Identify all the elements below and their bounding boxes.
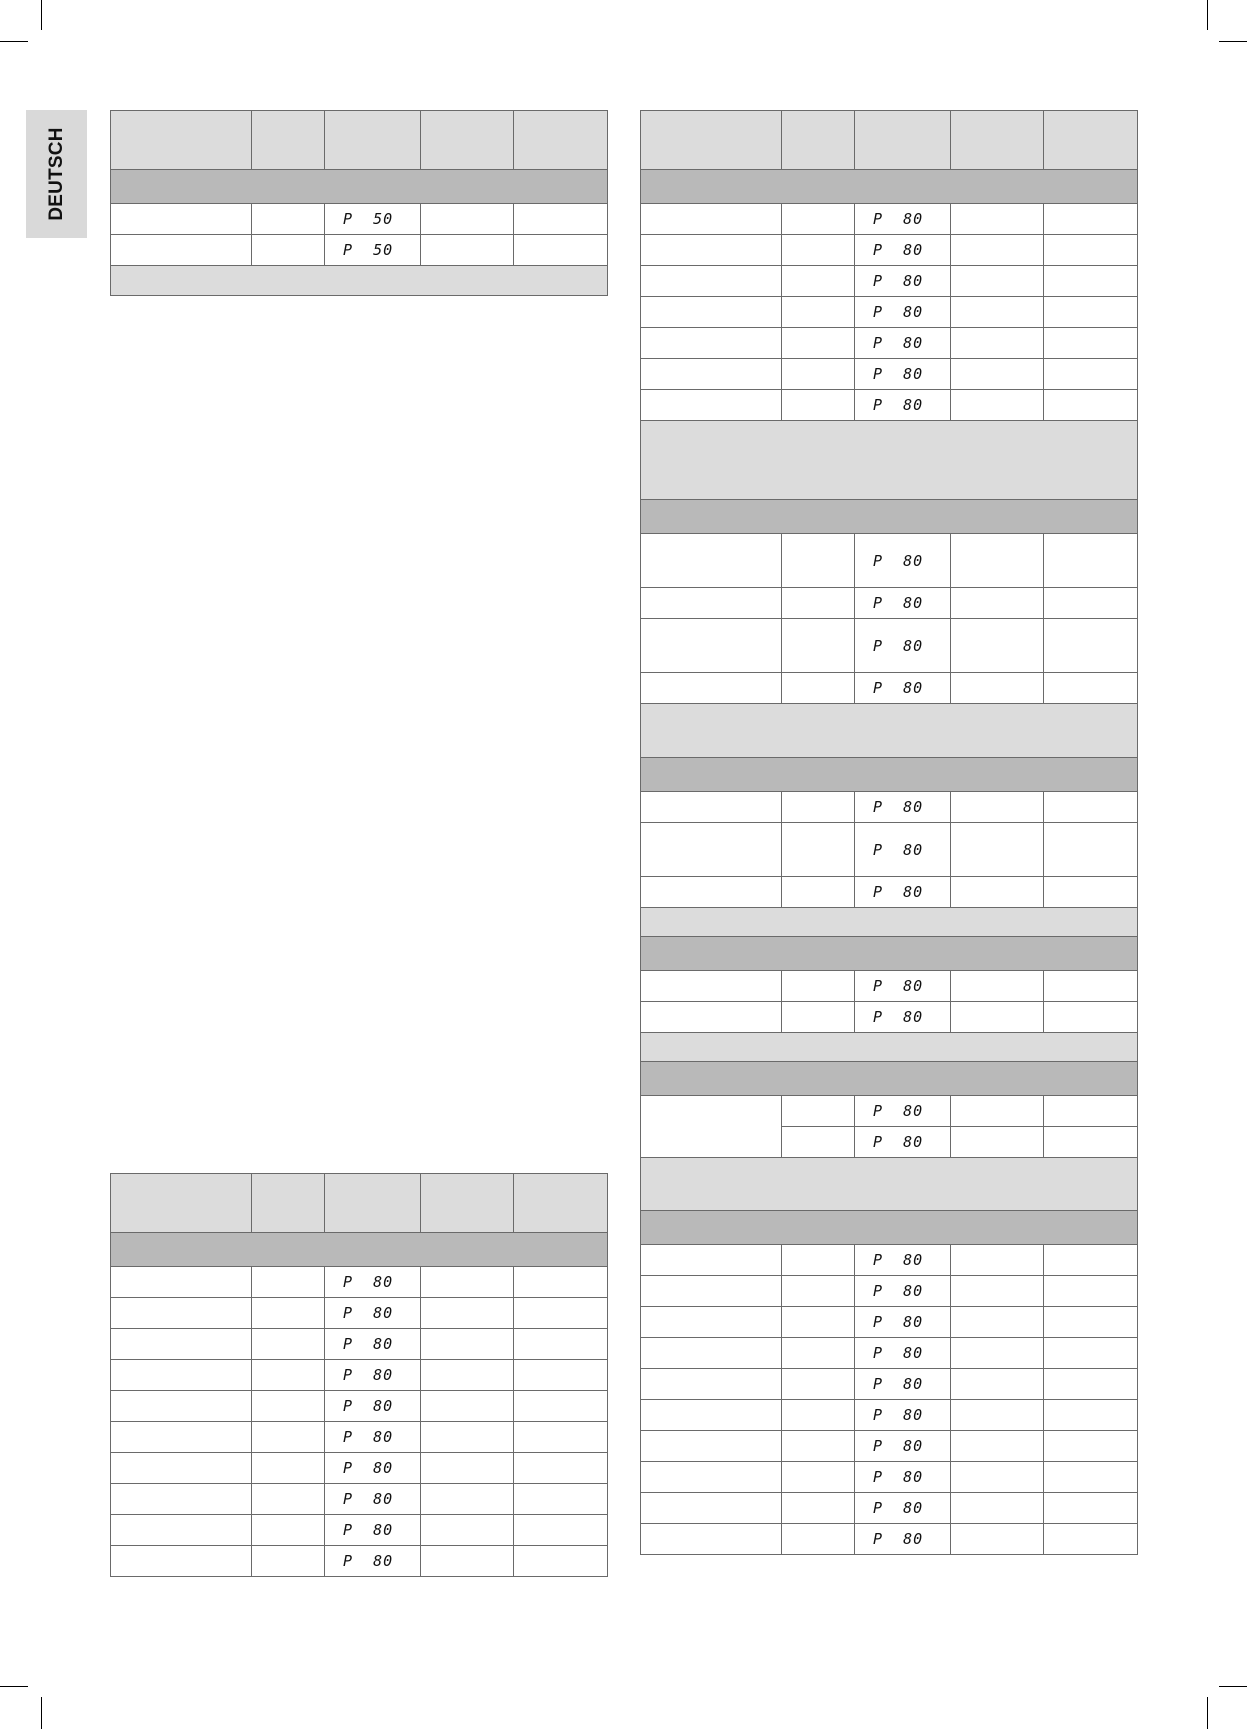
header-cell	[514, 1174, 608, 1233]
table-cell	[951, 792, 1044, 823]
table-cell	[252, 1546, 325, 1577]
table-cell	[641, 971, 782, 1002]
table-cell	[641, 823, 782, 877]
power-display: P 80	[325, 1329, 421, 1360]
table-cell	[1044, 588, 1138, 619]
crop-mark	[0, 1686, 28, 1687]
section-cell	[641, 937, 1138, 971]
table-row	[111, 1360, 608, 1391]
table-cell	[641, 1400, 782, 1431]
table-row	[641, 204, 1138, 235]
table-cell	[1044, 673, 1138, 704]
power-display: P 80	[855, 534, 951, 588]
power-display: P 80	[855, 204, 951, 235]
header-cell	[252, 111, 325, 170]
power-display: P 80	[855, 235, 951, 266]
crop-mark	[1219, 41, 1247, 42]
table-cell	[252, 1298, 325, 1329]
table-cell	[1044, 1493, 1138, 1524]
power-display: P 80	[855, 328, 951, 359]
table-row	[641, 235, 1138, 266]
settings-table-2	[110, 1173, 608, 1577]
table-row	[641, 1002, 1138, 1033]
header-cell	[855, 111, 951, 170]
table-cell	[111, 235, 252, 266]
table-row	[641, 1400, 1138, 1431]
note-row	[111, 266, 608, 296]
power-display: P 80	[325, 1484, 421, 1515]
note-cell	[641, 1158, 1138, 1211]
table-cell	[514, 1360, 608, 1391]
table-cell	[111, 1515, 252, 1546]
table-cell	[252, 1329, 325, 1360]
table-row	[111, 1453, 608, 1484]
power-display: P 80	[855, 1462, 951, 1493]
table-cell	[514, 1298, 608, 1329]
table-cell	[782, 235, 855, 266]
table-header-row	[641, 111, 1138, 170]
table-cell	[641, 1493, 782, 1524]
table-cell	[951, 1462, 1044, 1493]
table-cell	[252, 1453, 325, 1484]
section-cell	[641, 170, 1138, 204]
table-cell	[782, 971, 855, 1002]
note-cell	[641, 421, 1138, 500]
table-cell	[514, 1453, 608, 1484]
table-cell	[1044, 1369, 1138, 1400]
table-row	[641, 1338, 1138, 1369]
table-cell	[514, 204, 608, 235]
table-cell	[421, 1515, 514, 1546]
note-cell	[641, 908, 1138, 937]
table-row	[111, 1267, 608, 1298]
power-display: P 80	[325, 1391, 421, 1422]
power-display: P 80	[855, 1338, 951, 1369]
table-row	[111, 1546, 608, 1577]
table-cell	[1044, 1127, 1138, 1158]
note-row	[641, 1158, 1138, 1211]
power-display: P 80	[855, 1276, 951, 1307]
table-cell	[421, 235, 514, 266]
section-row	[111, 1233, 608, 1267]
table-cell	[1044, 390, 1138, 421]
table-cell	[111, 1360, 252, 1391]
table-cell	[951, 1369, 1044, 1400]
table-row	[641, 1369, 1138, 1400]
table-cell	[951, 266, 1044, 297]
crop-mark	[41, 1697, 42, 1729]
table-cell	[514, 1329, 608, 1360]
table-cell	[641, 328, 782, 359]
table-cell	[782, 1369, 855, 1400]
table-row	[641, 1493, 1138, 1524]
table-row	[641, 534, 1138, 588]
table-cell	[641, 1307, 782, 1338]
header-cell	[111, 111, 252, 170]
header-cell	[325, 1174, 421, 1233]
power-display: P 80	[855, 390, 951, 421]
table-cell	[641, 1276, 782, 1307]
section-row	[111, 170, 608, 204]
table-row	[641, 673, 1138, 704]
note-row	[641, 704, 1138, 758]
table-cell	[514, 1422, 608, 1453]
table-cell	[782, 1307, 855, 1338]
power-display: P 80	[325, 1453, 421, 1484]
power-display: P 80	[855, 971, 951, 1002]
table-cell	[951, 1493, 1044, 1524]
table-cell	[951, 390, 1044, 421]
table-cell	[514, 235, 608, 266]
table-row	[111, 1391, 608, 1422]
settings-table-1	[110, 110, 608, 296]
table-cell	[111, 1422, 252, 1453]
section-row	[641, 1062, 1138, 1096]
header-cell	[421, 111, 514, 170]
table-cell	[1044, 1276, 1138, 1307]
table-cell	[782, 297, 855, 328]
power-display: P 80	[855, 1369, 951, 1400]
power-display: P 80	[325, 1267, 421, 1298]
table-cell	[641, 588, 782, 619]
table-cell	[951, 359, 1044, 390]
note-row	[641, 1033, 1138, 1062]
table-cell	[111, 1298, 252, 1329]
table-cell	[951, 1276, 1044, 1307]
section-cell	[641, 1211, 1138, 1245]
table-cell	[252, 1391, 325, 1422]
table-cell	[641, 1431, 782, 1462]
table-row	[641, 328, 1138, 359]
table-row	[641, 619, 1138, 673]
table-cell	[421, 1391, 514, 1422]
table-cell	[1044, 1002, 1138, 1033]
section-row	[641, 170, 1138, 204]
table-cell	[782, 1002, 855, 1033]
header-cell	[1044, 111, 1138, 170]
table-row	[641, 1307, 1138, 1338]
table-cell	[641, 1524, 782, 1555]
table-cell	[641, 792, 782, 823]
table-cell	[782, 877, 855, 908]
table-row	[641, 1431, 1138, 1462]
crop-mark	[1207, 0, 1208, 30]
table-cell	[951, 1096, 1044, 1127]
table-cell	[1044, 204, 1138, 235]
table-cell	[951, 673, 1044, 704]
table-cell	[951, 204, 1044, 235]
table-cell	[252, 1515, 325, 1546]
table-cell	[421, 1422, 514, 1453]
table-cell	[111, 1391, 252, 1422]
table-cell	[252, 204, 325, 235]
section-row	[641, 1211, 1138, 1245]
power-display: P 80	[325, 1546, 421, 1577]
table-cell	[641, 673, 782, 704]
section-row	[641, 500, 1138, 534]
table-row	[111, 1484, 608, 1515]
power-display: P 80	[325, 1422, 421, 1453]
table-cell	[111, 1546, 252, 1577]
table-cell	[1044, 792, 1138, 823]
table-cell	[1044, 1462, 1138, 1493]
power-display: P 80	[855, 823, 951, 877]
power-display: P 80	[855, 1002, 951, 1033]
table-cell	[782, 619, 855, 673]
merged-cell	[641, 1096, 782, 1158]
table-cell	[782, 390, 855, 421]
language-tab	[26, 110, 87, 238]
table-cell	[641, 534, 782, 588]
table-row	[111, 1422, 608, 1453]
power-display: P 80	[855, 1400, 951, 1431]
table-cell	[951, 1400, 1044, 1431]
table-cell	[1044, 297, 1138, 328]
table-cell	[641, 390, 782, 421]
table-cell	[782, 1400, 855, 1431]
power-display: P 80	[855, 588, 951, 619]
power-display: P 80	[855, 1431, 951, 1462]
power-display: P 80	[855, 673, 951, 704]
table-row	[641, 297, 1138, 328]
table-cell	[1044, 1307, 1138, 1338]
crop-mark	[1219, 1686, 1247, 1687]
table-cell	[641, 359, 782, 390]
table-row	[641, 971, 1138, 1002]
power-display: P 80	[855, 297, 951, 328]
header-cell	[252, 1174, 325, 1233]
table-cell	[111, 1453, 252, 1484]
table-cell	[421, 1329, 514, 1360]
power-display: P 80	[855, 266, 951, 297]
table-cell	[951, 235, 1044, 266]
table-cell	[951, 1307, 1044, 1338]
power-display: P 80	[325, 1360, 421, 1391]
table-cell	[782, 588, 855, 619]
table-cell	[782, 1493, 855, 1524]
table-cell	[951, 588, 1044, 619]
table-cell	[782, 1096, 855, 1127]
table-row	[111, 204, 608, 235]
table-cell	[1044, 823, 1138, 877]
table-cell	[641, 1462, 782, 1493]
table-cell	[951, 328, 1044, 359]
table-row	[111, 1515, 608, 1546]
table-cell	[1044, 328, 1138, 359]
section-cell	[111, 170, 608, 204]
section-row	[641, 937, 1138, 971]
crop-mark	[1207, 1697, 1208, 1729]
table-cell	[782, 1276, 855, 1307]
table-row	[641, 588, 1138, 619]
table-cell	[421, 1267, 514, 1298]
table-cell	[514, 1546, 608, 1577]
table-cell	[782, 1431, 855, 1462]
table-cell	[252, 1484, 325, 1515]
table-cell	[252, 1267, 325, 1298]
table-cell	[951, 297, 1044, 328]
table-cell	[782, 1338, 855, 1369]
table-cell	[641, 297, 782, 328]
section-row	[641, 758, 1138, 792]
table-row	[641, 792, 1138, 823]
note-cell	[641, 704, 1138, 758]
power-display: P 80	[855, 1127, 951, 1158]
settings-table-3	[640, 110, 1138, 1555]
table-cell	[111, 204, 252, 235]
power-display: P 80	[855, 1493, 951, 1524]
table-cell	[1044, 1096, 1138, 1127]
table-row	[111, 1329, 608, 1360]
power-display: P 80	[855, 1307, 951, 1338]
table-cell	[641, 235, 782, 266]
table-row	[641, 1524, 1138, 1555]
power-display: P 80	[325, 1298, 421, 1329]
table-cell	[111, 1484, 252, 1515]
table-row	[641, 1276, 1138, 1307]
table-cell	[782, 673, 855, 704]
power-display: P 80	[855, 359, 951, 390]
table-row	[641, 1462, 1138, 1493]
table-cell	[782, 359, 855, 390]
table-cell	[421, 1546, 514, 1577]
table-cell	[782, 1524, 855, 1555]
section-cell	[641, 500, 1138, 534]
table-cell	[1044, 1400, 1138, 1431]
table-cell	[782, 1245, 855, 1276]
table-cell	[951, 1245, 1044, 1276]
table-row	[111, 1298, 608, 1329]
header-cell	[641, 111, 782, 170]
table-cell	[951, 534, 1044, 588]
table-cell	[252, 235, 325, 266]
section-cell	[111, 1233, 608, 1267]
table-row	[641, 1245, 1138, 1276]
table-cell	[782, 204, 855, 235]
table-cell	[1044, 877, 1138, 908]
table-cell	[641, 266, 782, 297]
table-row	[641, 359, 1138, 390]
table-cell	[514, 1391, 608, 1422]
power-display: P 80	[855, 619, 951, 673]
power-display: P 80	[855, 1096, 951, 1127]
table-cell	[1044, 534, 1138, 588]
table-cell	[951, 1524, 1044, 1555]
note-row	[641, 908, 1138, 937]
table-cell	[1044, 619, 1138, 673]
power-display: P 50	[325, 204, 421, 235]
table-row	[641, 823, 1138, 877]
table-cell	[951, 823, 1044, 877]
header-cell	[514, 111, 608, 170]
header-cell	[111, 1174, 252, 1233]
table-cell	[1044, 266, 1138, 297]
table-cell	[782, 266, 855, 297]
table-cell	[951, 1338, 1044, 1369]
note-cell	[111, 266, 608, 296]
table-cell	[421, 1360, 514, 1391]
table-cell	[641, 877, 782, 908]
power-display: P 80	[325, 1515, 421, 1546]
language-tab-label: DEUTSCH	[45, 127, 67, 221]
table-cell	[782, 1127, 855, 1158]
table-row	[641, 266, 1138, 297]
note-row	[641, 421, 1138, 500]
table-cell	[111, 1329, 252, 1360]
table-cell	[641, 1002, 782, 1033]
table-row	[641, 390, 1138, 421]
note-cell	[641, 1033, 1138, 1062]
table-cell	[1044, 1245, 1138, 1276]
table-cell	[641, 1338, 782, 1369]
table-cell	[782, 823, 855, 877]
table-cell	[951, 1431, 1044, 1462]
header-cell	[782, 111, 855, 170]
table-cell	[1044, 1524, 1138, 1555]
section-cell	[641, 1062, 1138, 1096]
table-cell	[641, 619, 782, 673]
table-cell	[782, 328, 855, 359]
crop-mark	[41, 0, 42, 30]
section-cell	[641, 758, 1138, 792]
table-cell	[1044, 971, 1138, 1002]
crop-mark	[0, 41, 28, 42]
table-cell	[951, 877, 1044, 908]
table-cell	[514, 1484, 608, 1515]
table-cell	[951, 619, 1044, 673]
table-cell	[641, 1245, 782, 1276]
table-cell	[641, 204, 782, 235]
table-cell	[111, 1267, 252, 1298]
power-display: P 80	[855, 1245, 951, 1276]
power-display: P 50	[325, 235, 421, 266]
table-header-row	[111, 1174, 608, 1233]
table-cell	[1044, 1431, 1138, 1462]
table-cell	[1044, 1338, 1138, 1369]
table-cell	[421, 1298, 514, 1329]
table-cell	[951, 1002, 1044, 1033]
table-cell	[514, 1515, 608, 1546]
table-cell	[782, 534, 855, 588]
power-display: P 80	[855, 877, 951, 908]
header-cell	[421, 1174, 514, 1233]
table-row	[641, 1096, 1138, 1127]
table-cell	[641, 1369, 782, 1400]
table-cell	[1044, 235, 1138, 266]
header-cell	[951, 111, 1044, 170]
table-header-row	[111, 111, 608, 170]
table-row	[111, 235, 608, 266]
table-cell	[421, 204, 514, 235]
table-cell	[782, 1462, 855, 1493]
table-cell	[252, 1422, 325, 1453]
power-display: P 80	[855, 1524, 951, 1555]
table-cell	[421, 1453, 514, 1484]
table-cell	[782, 792, 855, 823]
table-cell	[1044, 359, 1138, 390]
table-cell	[951, 971, 1044, 1002]
power-display: P 80	[855, 792, 951, 823]
header-cell	[325, 111, 421, 170]
table-cell	[514, 1267, 608, 1298]
table-row	[641, 877, 1138, 908]
table-cell	[951, 1127, 1044, 1158]
table-cell	[421, 1484, 514, 1515]
table-cell	[252, 1360, 325, 1391]
